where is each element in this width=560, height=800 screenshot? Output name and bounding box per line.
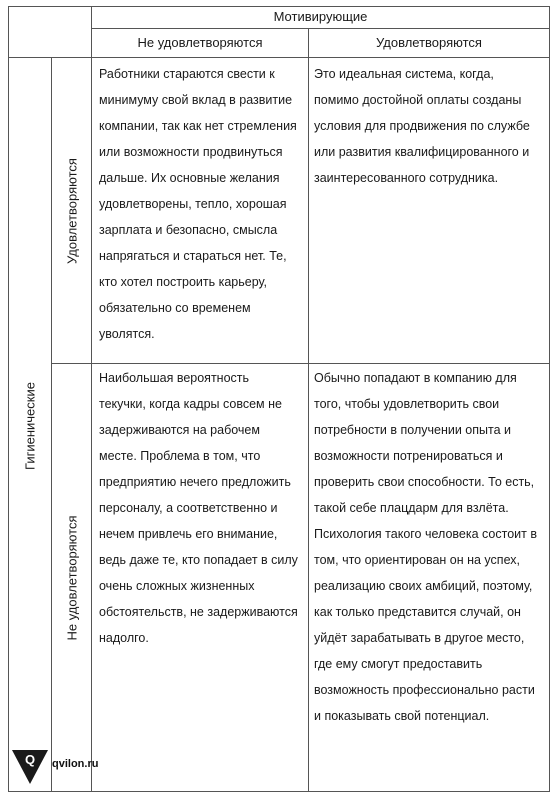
header-divider: [91, 28, 550, 29]
header-satisfied: Удовлетворяются: [376, 35, 482, 50]
motivation-hygiene-table: [8, 6, 550, 792]
row-label-satisfied: Удовлетворяются: [64, 158, 80, 264]
logo-site: qvilon.ru: [52, 758, 99, 770]
column-divider-1: [51, 57, 52, 792]
row-label-not-satisfied: Не удовлетворяются: [64, 515, 80, 641]
header-bottom-border: [8, 57, 550, 58]
table-border-bottom: [8, 791, 550, 792]
column-divider-2: [91, 6, 92, 792]
logo-letter: Q: [24, 752, 36, 767]
cell-satisfied-not-satisfied: Работники стараются свести к минимуму свой вклад в развитие компании, так как нет стремления или возможности продвинуться дальше. Их основные желания удовлетворены, тепло, хорошая зарплата и безопасно, смысла напрягаться и стараться нет. Те, кто хотел построить карьеру, обязательно со временем уволятся.: [99, 67, 297, 341]
header-not-satisfied: Не удовлетворяются: [137, 35, 263, 50]
row-label-hygienic: Гигиенические: [22, 382, 38, 470]
row-divider: [51, 363, 550, 364]
table-border-right: [549, 6, 550, 792]
table-border-left: [8, 6, 9, 792]
header-motivating: Мотивирующие: [273, 9, 368, 24]
qvilon-logo: [12, 750, 122, 790]
column-divider-3: [308, 28, 309, 792]
table-border-top: [8, 6, 550, 7]
cell-not-satisfied-not-satisfied: Наибольшая вероятность текучки, когда кадры совсем не задерживаются на рабочем месте. Проблема в том, что предприятию нечего предложить персоналу, а соответственно и нечем привлечь его внимание, ведь даже те, кто попадает в силу очень сложных жизненных обстоятельств, не задерживаются надолго.: [99, 371, 298, 645]
cell-not-satisfied-satisfied: Обычно попадают в компанию для того, чтобы удовлетворить свои потребности в получении опыта и возможности потренироваться и проверить свои способности. То есть, такой себе плацдарм для взлёта. Психология такого человека состоит в том, что ориентирован он на успех, реализацию своих амбиций, поэтому, как только представится случай, он уйдёт зарабатывать в другое место, где ему смогут предоставить возможность профессионально расти и показывать свой потенциал.: [314, 371, 537, 723]
cell-satisfied-satisfied: Это идеальная система, когда, помимо достойной оплаты созданы условия для продвижения по службе или развития квалифицированного и заинтересованного сотрудника.: [314, 67, 530, 185]
